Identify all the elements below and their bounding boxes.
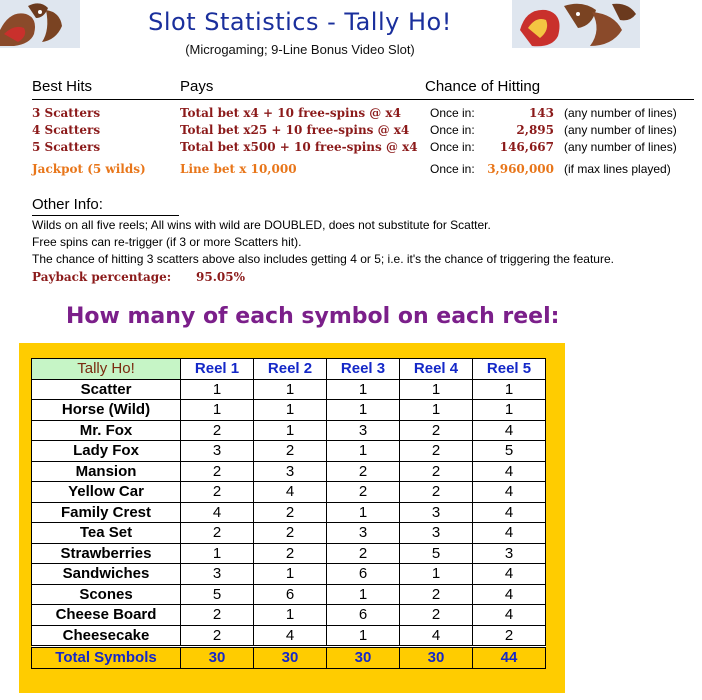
hit-odds: 146,667 (499, 140, 554, 154)
table-corner-label: Tally Ho! (32, 359, 181, 380)
symbol-count-cell: 4 (254, 625, 327, 647)
symbol-count-cell: 6 (254, 584, 327, 605)
table-row (32, 379, 546, 400)
page-title: Slot Statistics - Tally Ho! (148, 8, 452, 36)
symbol-count-cell: 2 (473, 625, 546, 647)
symbol-count-cell: 1 (181, 379, 254, 400)
hit-once-label: Once in: (430, 162, 475, 176)
table-row (32, 543, 546, 564)
symbol-count-cell: 5 (400, 543, 473, 564)
symbol-count-cell: 1 (254, 605, 327, 626)
hit-once-label: Once in: (430, 123, 475, 137)
header-divider (32, 99, 694, 100)
table-row (32, 605, 546, 626)
symbol-count-cell: 4 (473, 523, 546, 544)
table-row (32, 400, 546, 421)
reel-header: Reel 3 (327, 359, 400, 380)
symbol-count-cell: 4 (254, 482, 327, 503)
symbol-count-cell: 1 (327, 400, 400, 421)
symbol-name: Tea Set (32, 523, 181, 544)
symbol-count-cell: 2 (327, 482, 400, 503)
symbol-count-cell: 1 (254, 420, 327, 441)
hit-once-label: Once in: (430, 140, 475, 154)
hit-note: (if max lines played) (564, 162, 671, 176)
payback-value: 95.05% (196, 270, 245, 284)
total-cell: 30 (254, 647, 327, 669)
symbol-count-cell: 2 (400, 605, 473, 626)
symbol-count-cell: 1 (327, 441, 400, 462)
symbol-count-cell: 1 (400, 400, 473, 421)
symbol-count-cell: 2 (181, 482, 254, 503)
hit-odds: 3,960,000 (487, 162, 554, 176)
symbol-count-cell: 2 (181, 420, 254, 441)
symbol-count-cell: 2 (327, 461, 400, 482)
symbol-count-cell: 1 (254, 564, 327, 585)
symbol-name: Lady Fox (32, 441, 181, 462)
symbol-count-cell: 2 (400, 584, 473, 605)
best-hits-heading: Best Hits (32, 78, 93, 95)
symbol-count-cell: 2 (181, 523, 254, 544)
horse-logo-icon (0, 0, 80, 48)
symbol-name: Mr. Fox (32, 420, 181, 441)
symbol-count-cell: 2 (254, 502, 327, 523)
symbol-count-cell: 3 (327, 420, 400, 441)
symbol-count-cell: 4 (473, 605, 546, 626)
other-info-underline (32, 215, 179, 216)
pays-heading: Pays (180, 78, 214, 95)
reel-header: Reel 2 (254, 359, 327, 380)
table-row (32, 564, 546, 585)
symbol-count-cell: 2 (400, 461, 473, 482)
hit-name: 4 Scatters (32, 123, 101, 137)
hit-pays: Total bet x4 + 10 free-spins @ x4 (180, 106, 401, 120)
symbol-count-cell: 2 (327, 543, 400, 564)
horse-logo-icon (512, 0, 640, 48)
symbol-count-cell: 4 (473, 502, 546, 523)
symbol-name: Cheese Board (32, 605, 181, 626)
symbol-count-cell: 4 (473, 584, 546, 605)
symbol-count-cell: 2 (181, 605, 254, 626)
symbol-name: Scones (32, 584, 181, 605)
info-line: Wilds on all five reels; All wins with wild are DOUBLED, does not substitute for Scatter. (32, 218, 491, 232)
hit-note: (any number of lines) (564, 106, 677, 120)
symbol-name: Sandwiches (32, 564, 181, 585)
total-cell: 44 (473, 647, 546, 669)
hit-pays: Total bet x25 + 10 free-spins @ x4 (180, 123, 410, 137)
symbol-count-cell: 5 (473, 441, 546, 462)
symbol-count-cell: 2 (254, 543, 327, 564)
total-row (32, 647, 546, 669)
symbol-count-cell: 1 (327, 625, 400, 647)
symbol-count-cell: 1 (327, 584, 400, 605)
symbol-count-cell: 2 (400, 482, 473, 503)
symbol-name: Horse (Wild) (32, 400, 181, 421)
symbol-count-cell: 3 (181, 564, 254, 585)
symbol-count-cell: 1 (400, 564, 473, 585)
payback-label: Payback percentage: (32, 270, 172, 284)
symbol-count-cell: 1 (473, 379, 546, 400)
table-header-row (32, 359, 546, 380)
symbol-name: Scatter (32, 379, 181, 400)
symbol-count-cell: 4 (473, 564, 546, 585)
hit-name: 5 Scatters (32, 140, 101, 154)
table-row (32, 420, 546, 441)
symbol-count-cell: 1 (327, 502, 400, 523)
hit-once-label: Once in: (430, 106, 475, 120)
info-line: The chance of hitting 3 scatters above also includes getting 4 or 5; i.e. it's the chance of triggering the feature. (32, 252, 614, 266)
total-cell: 30 (400, 647, 473, 669)
hit-note: (any number of lines) (564, 123, 677, 137)
symbol-count-cell: 1 (400, 379, 473, 400)
total-cell: 30 (181, 647, 254, 669)
symbol-count-cell: 3 (181, 441, 254, 462)
table-row (32, 461, 546, 482)
page-subtitle: (Microgaming; 9-Line Bonus Video Slot) (185, 42, 415, 57)
hit-note: (any number of lines) (564, 140, 677, 154)
symbol-count-cell: 6 (327, 564, 400, 585)
symbol-count-cell: 2 (181, 625, 254, 647)
reel-header: Reel 1 (181, 359, 254, 380)
table-row (32, 523, 546, 544)
symbol-count-cell: 4 (400, 625, 473, 647)
symbol-count-cell: 2 (400, 420, 473, 441)
symbol-count-cell: 4 (473, 482, 546, 503)
hit-odds: 143 (528, 106, 554, 120)
chance-heading: Chance of Hitting (425, 78, 541, 95)
section-title: How many of each symbol on each reel: (66, 304, 560, 329)
symbol-count-cell: 3 (254, 461, 327, 482)
symbol-name: Yellow Car (32, 482, 181, 503)
symbol-count-cell: 6 (327, 605, 400, 626)
total-label: Total Symbols (32, 647, 181, 669)
symbol-count-cell: 1 (254, 379, 327, 400)
reel-header: Reel 4 (400, 359, 473, 380)
hit-name: Jackpot (5 wilds) (32, 162, 146, 176)
hit-odds: 2,895 (516, 123, 554, 137)
symbol-count-cell: 5 (181, 584, 254, 605)
table-row (32, 625, 546, 647)
hit-row (0, 106, 702, 123)
symbol-count-cell: 1 (473, 400, 546, 421)
symbol-name: Strawberries (32, 543, 181, 564)
symbol-count-cell: 1 (254, 400, 327, 421)
symbol-count-cell: 2 (400, 441, 473, 462)
hit-row (0, 123, 702, 140)
info-line: Free spins can re-trigger (if 3 or more Scatters hit). (32, 235, 302, 249)
hit-pays: Line bet x 10,000 (180, 162, 297, 176)
table-row (32, 441, 546, 462)
total-cell: 30 (327, 647, 400, 669)
symbol-count-cell: 3 (327, 523, 400, 544)
symbol-count-cell: 1 (327, 379, 400, 400)
symbol-name: Mansion (32, 461, 181, 482)
symbol-count-cell: 3 (473, 543, 546, 564)
symbol-name: Family Crest (32, 502, 181, 523)
hit-pays: Total bet x500 + 10 free-spins @ x4 (180, 140, 418, 154)
table-row (32, 482, 546, 503)
symbol-count-cell: 1 (181, 400, 254, 421)
symbol-count-cell: 4 (473, 461, 546, 482)
jackpot-row (0, 162, 702, 179)
symbol-table (31, 358, 546, 669)
hit-name: 3 Scatters (32, 106, 101, 120)
table-row (32, 584, 546, 605)
symbol-count-cell: 3 (400, 502, 473, 523)
symbol-name: Cheesecake (32, 625, 181, 647)
symbol-count-cell: 2 (254, 523, 327, 544)
other-info-heading: Other Info: (32, 196, 103, 213)
reel-header: Reel 5 (473, 359, 546, 380)
symbol-count-cell: 3 (400, 523, 473, 544)
symbol-count-cell: 1 (181, 543, 254, 564)
symbol-count-cell: 4 (473, 420, 546, 441)
hit-row (0, 140, 702, 157)
symbol-count-cell: 2 (254, 441, 327, 462)
table-row (32, 502, 546, 523)
symbol-count-cell: 4 (181, 502, 254, 523)
symbol-count-cell: 2 (181, 461, 254, 482)
